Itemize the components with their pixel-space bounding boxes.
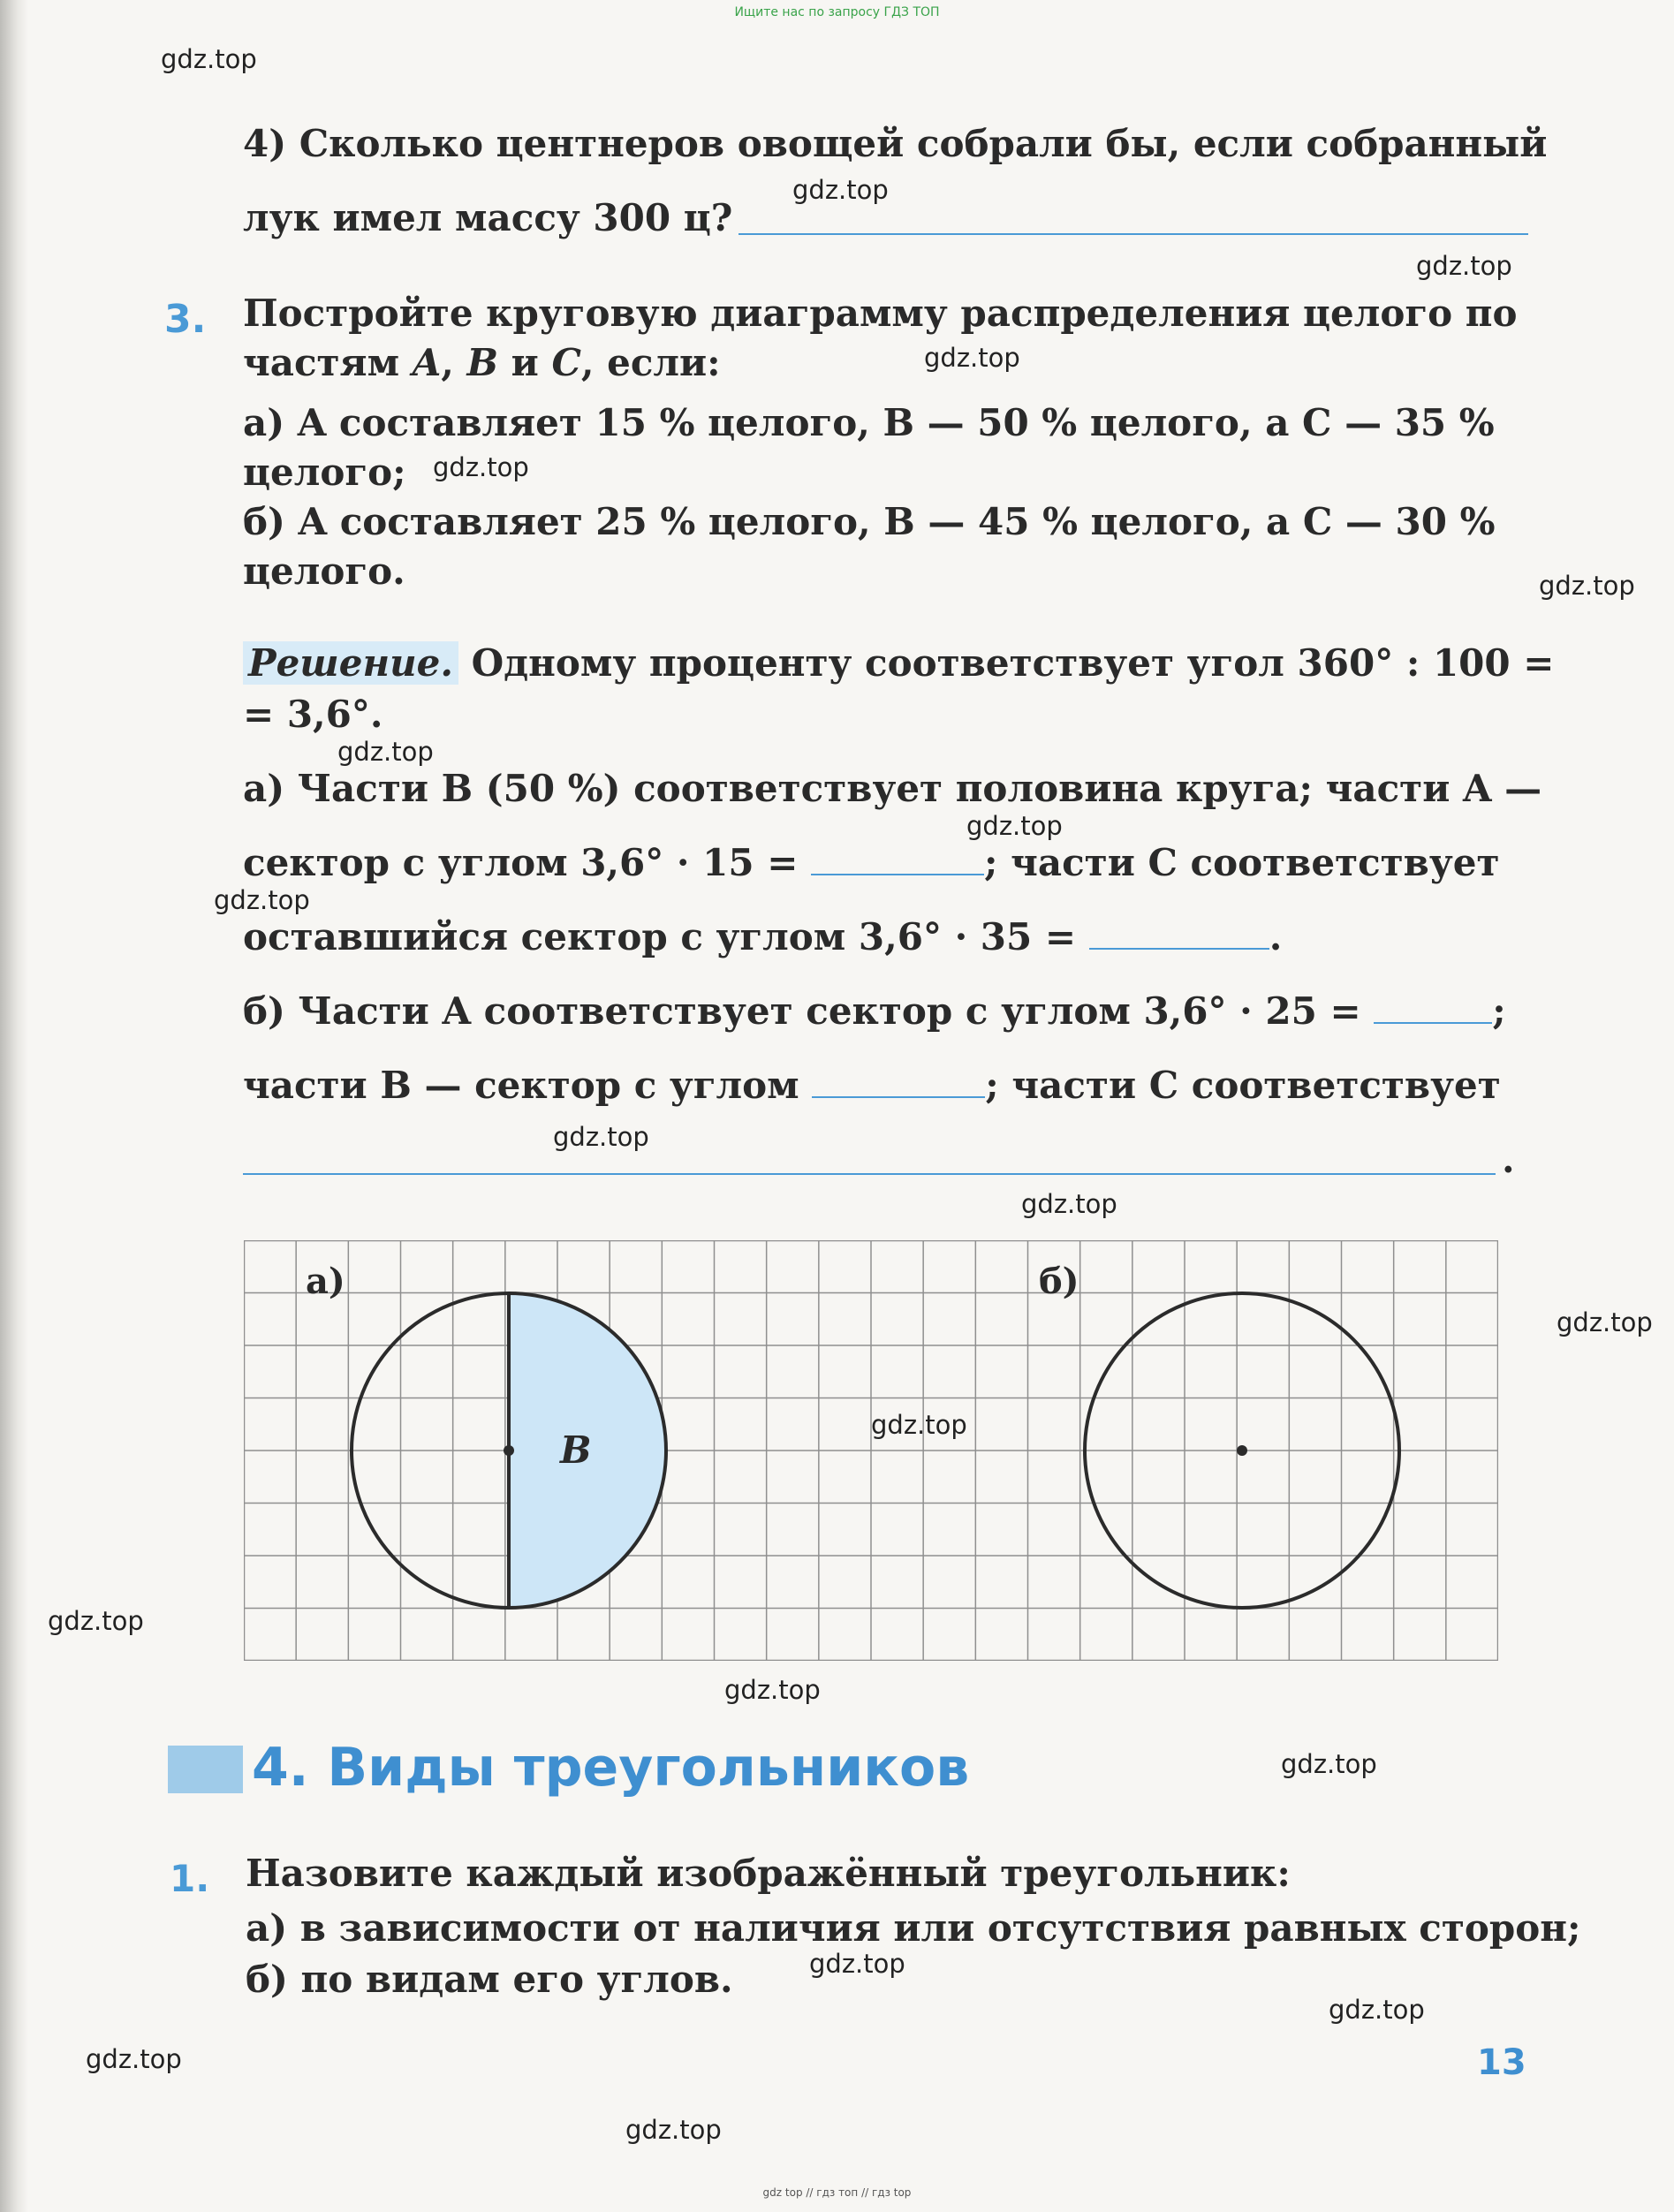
task3-intro-line1: Постройте круговую диаграмму распределения целого по bbox=[243, 292, 1518, 335]
task3-intro-line2: частям A, B и C, если: bbox=[243, 341, 721, 384]
pie-a-sector-label: B bbox=[560, 1428, 592, 1472]
watermark: gdz.top bbox=[1539, 571, 1635, 601]
watermark: gdz.top bbox=[1021, 1189, 1117, 1219]
page-number: 13 bbox=[1477, 2042, 1526, 2083]
solution-label: Решение. bbox=[243, 641, 458, 685]
pie-chart-svg bbox=[244, 1240, 1498, 1661]
pie-b-label: б) bbox=[1039, 1261, 1079, 1302]
answer-blank-a-sector-a[interactable] bbox=[811, 873, 984, 875]
section-title: 4. Виды треугольников bbox=[252, 1737, 970, 1799]
solution-a-line2: сектор с углом 3,6° · 15 = ; части C соответствует bbox=[243, 841, 1500, 884]
watermark: gdz.top bbox=[433, 452, 529, 482]
task4-1-line1: Назовите каждый изображённый треугольник: bbox=[246, 1852, 1291, 1895]
solution-line2: = 3,6°. bbox=[243, 693, 383, 736]
pie-chart-grid bbox=[244, 1240, 1498, 1661]
solution-a-line1: а) Части B (50 %) соответствует половина круга; части A — bbox=[243, 767, 1542, 810]
solution-a-line3: оставшийся сектор с углом 3,6° · 35 = . bbox=[243, 915, 1283, 958]
watermark: gdz.top bbox=[86, 2044, 182, 2074]
answer-blank-b-sector-b[interactable] bbox=[812, 1095, 985, 1098]
watermark: gdz.top bbox=[792, 175, 889, 205]
bottom-note[interactable]: gdz top // гдз топ // гдз top bbox=[762, 2186, 912, 2199]
task2-q4-line1: 4) Сколько центнеров овощей собрали бы, если собранный bbox=[243, 122, 1548, 165]
watermark: gdz.top bbox=[1329, 1995, 1425, 2025]
watermark: gdz.top bbox=[809, 1949, 905, 1979]
pie-a-label: а) bbox=[306, 1261, 345, 1302]
task3-case-a-line2: целого; bbox=[243, 451, 406, 494]
pie-a-center-dot bbox=[504, 1445, 514, 1456]
task3-case-b-line2: целого. bbox=[243, 549, 405, 593]
task4-1-number: 1. bbox=[170, 1857, 210, 1900]
solution-b-line1: б) Части A соответствует сектор с углом 3,6° · 25 = ; bbox=[243, 989, 1506, 1033]
task2-q4-line2: лук имел массу 300 ц? bbox=[243, 196, 733, 239]
watermark: gdz.top bbox=[161, 44, 257, 74]
task3-case-b-line1: б) A составляет 25 % целого, B — 45 % целого, а C — 30 % bbox=[243, 500, 1496, 543]
solution-line1: Решение. Одному проценту соответствует угол 360° : 100 = bbox=[243, 641, 1554, 685]
task3-case-a-line1: а) A составляет 15 % целого, B — 50 % целого, а C — 35 % bbox=[243, 401, 1495, 444]
watermark: gdz.top bbox=[924, 343, 1020, 373]
task3-number: 3. bbox=[164, 297, 207, 342]
watermark: gdz.top bbox=[966, 811, 1063, 841]
answer-line-b-sector-c[interactable] bbox=[243, 1173, 1496, 1175]
pie-b-center-dot bbox=[1237, 1445, 1247, 1456]
watermark: gdz.top bbox=[553, 1122, 649, 1152]
watermark: gdz.top bbox=[625, 2115, 722, 2145]
top-search-note[interactable]: Ищите нас по запросу ГДЗ ТОП bbox=[734, 5, 940, 19]
answer-line-end-period: . bbox=[1502, 1138, 1515, 1181]
task4-1-line2: а) в зависимости от наличия или отсутствия равных сторон; bbox=[246, 1906, 1581, 1950]
watermark: gdz.top bbox=[871, 1410, 967, 1440]
watermark: gdz.top bbox=[337, 737, 434, 767]
watermark: gdz.top bbox=[1557, 1307, 1653, 1337]
answer-line-q4[interactable] bbox=[739, 233, 1528, 235]
solution-b-line2: части B — сектор с углом ; части C соответствует bbox=[243, 1064, 1501, 1107]
section-marker-bar bbox=[168, 1746, 243, 1793]
watermark: gdz.top bbox=[1281, 1749, 1377, 1779]
watermark: gdz.top bbox=[724, 1675, 821, 1705]
answer-blank-a-sector-c[interactable] bbox=[1089, 947, 1269, 950]
page-edge-shadow bbox=[0, 0, 28, 2212]
task4-1-line3: б) по видам его углов. bbox=[246, 1958, 733, 2001]
watermark: gdz.top bbox=[1416, 251, 1512, 281]
answer-blank-b-sector-a[interactable] bbox=[1374, 1021, 1492, 1024]
watermark: gdz.top bbox=[48, 1606, 144, 1636]
watermark: gdz.top bbox=[214, 885, 310, 915]
grid-lines bbox=[244, 1240, 1498, 1661]
